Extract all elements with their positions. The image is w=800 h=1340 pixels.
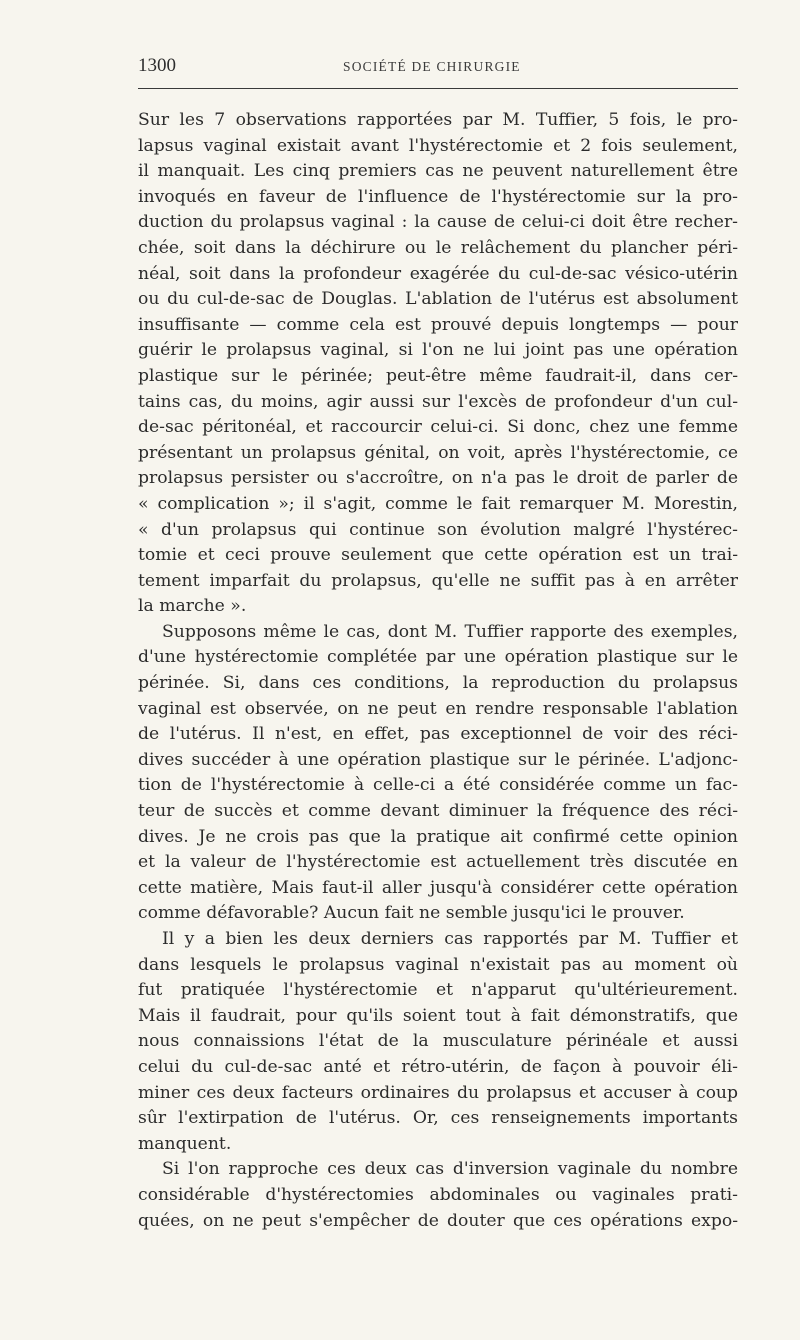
text-line: guérir le prolapsus vaginal, si l'on ne lui joint pas une opération [138, 340, 738, 361]
paragraph-end-line: la marche ». [138, 596, 247, 617]
text-line: duction du prolapsus vaginal : la cause de celui-ci doit être recher- [138, 212, 738, 233]
text-line: lapsus vaginal existait avant l'hystérectomie et 2 fois seulement, [138, 135, 738, 156]
text-line: Mais il faudrait, pour qu'ils soient tout à fait démonstratifs, que [138, 1005, 738, 1026]
text-line: tains cas, du moins, agir aussi sur l'excès de profondeur d'un cul- [138, 391, 738, 412]
text-line: d'une hystérectomie complétée par une opération plastique sur le [138, 647, 738, 668]
text-line: dives succéder à une opération plastique sur le périnée. L'adjonc- [138, 749, 738, 770]
paragraph-start-line: Si l'on rapproche ces deux cas d'inversion vaginale du nombre [162, 1159, 738, 1180]
paragraph-start-line: Supposons même le cas, dont M. Tuffier rapporte des exemples, [162, 621, 738, 642]
text-line: quées, on ne peut s'empêcher de douter que ces opérations expo- [138, 1210, 738, 1231]
text-line: sûr l'extirpation de l'utérus. Or, ces renseignements importants [138, 1108, 738, 1129]
text-line: de l'utérus. Il n'est, en effet, pas exceptionnel de voir des réci- [138, 724, 738, 745]
text-line: cette matière, Mais faut-il aller jusqu'à considérer cette opération [138, 877, 738, 898]
text-line: vaginal est observée, on ne peut en rendre responsable l'ablation [138, 698, 738, 719]
text-line: nous connaissions l'état de la musculature périnéale et aussi [138, 1031, 738, 1052]
page-number: 1300 [138, 55, 176, 76]
paragraph-start-line: Il y a bien les deux derniers cas rapportés par M. Tuffier et [162, 929, 738, 949]
running-title: SOCIÉTÉ DE CHIRURGIE [343, 59, 521, 74]
text-line: plastique sur le périnée; peut-être même faudrait-il, dans cer- [138, 365, 738, 386]
text-line: celui du cul-de-sac anté et rétro-utérin, de façon à pouvoir éli- [138, 1056, 738, 1077]
text-line: néal, soit dans la profondeur exagérée du cul-de-sac vésico-utérin [138, 263, 738, 284]
text-line: et la valeur de l'hystérectomie est actuellement très discutée en [138, 852, 738, 873]
text-line: considérable d'hystérectomies abdominales ou vaginales prati- [138, 1184, 738, 1205]
text-line: fut pratiquée l'hystérectomie et n'apparut qu'ultérieurement. [138, 980, 738, 1001]
text-line: il manquait. Les cinq premiers cas ne peuvent naturellement être [138, 161, 738, 182]
text-line: tion de l'hystérectomie à celle-ci a été considérée comme un fac- [138, 775, 738, 796]
text-line: Sur les 7 observations rapportées par M. Tuffier, 5 fois, le pro- [138, 110, 738, 130]
text-line: dans lesquels le prolapsus vaginal n'existait pas au moment où [138, 954, 738, 975]
paragraph-end-line: comme défavorable? Aucun fait ne semble jusqu'ici le prouver. [138, 903, 685, 924]
text-line: présentant un prolapsus génital, on voit, après l'hystérectomie, ce [138, 442, 738, 463]
text-line: insuffisante — comme cela est prouvé depuis longtemps — pour [138, 314, 738, 335]
text-line: invoqués en faveur de l'influence de l'hystérectomie sur la pro- [138, 186, 738, 207]
text-line: « complication »; il s'agit, comme le fait remarquer M. Morestin, [138, 493, 738, 514]
paragraph-end-line: manquent. [138, 1133, 232, 1154]
text-line: tement imparfait du prolapsus, qu'elle ne suffit pas à en arrêter [138, 570, 738, 591]
text-line: de-sac péritonéal, et raccourcir celui-ci. Si donc, chez une femme [138, 417, 738, 438]
text-line: « d'un prolapsus qui continue son évolution malgré l'hystérec- [138, 519, 738, 540]
running-header [138, 55, 738, 79]
header-rule [138, 88, 738, 89]
text-line: teur de succès et comme devant diminuer la fréquence des réci- [138, 801, 738, 822]
text-line: miner ces deux facteurs ordinaires du prolapsus et accuser à coup [138, 1082, 738, 1103]
text-line: chée, soit dans la déchirure ou le relâchement du plancher péri- [138, 237, 738, 258]
text-line: tomie et ceci prouve seulement que cette opération est un trai- [138, 545, 738, 566]
body-text [138, 108, 738, 1234]
text-line: ou du cul-de-sac de Douglas. L'ablation de l'utérus est absolument [138, 289, 738, 310]
text-line: prolapsus persister ou s'accroître, on n'a pas le droit de parler de [138, 468, 738, 489]
text-line: périnée. Si, dans ces conditions, la reproduction du prolapsus [138, 673, 738, 694]
text-line: dives. Je ne crois pas que la pratique ait confirmé cette opinion [138, 826, 738, 847]
